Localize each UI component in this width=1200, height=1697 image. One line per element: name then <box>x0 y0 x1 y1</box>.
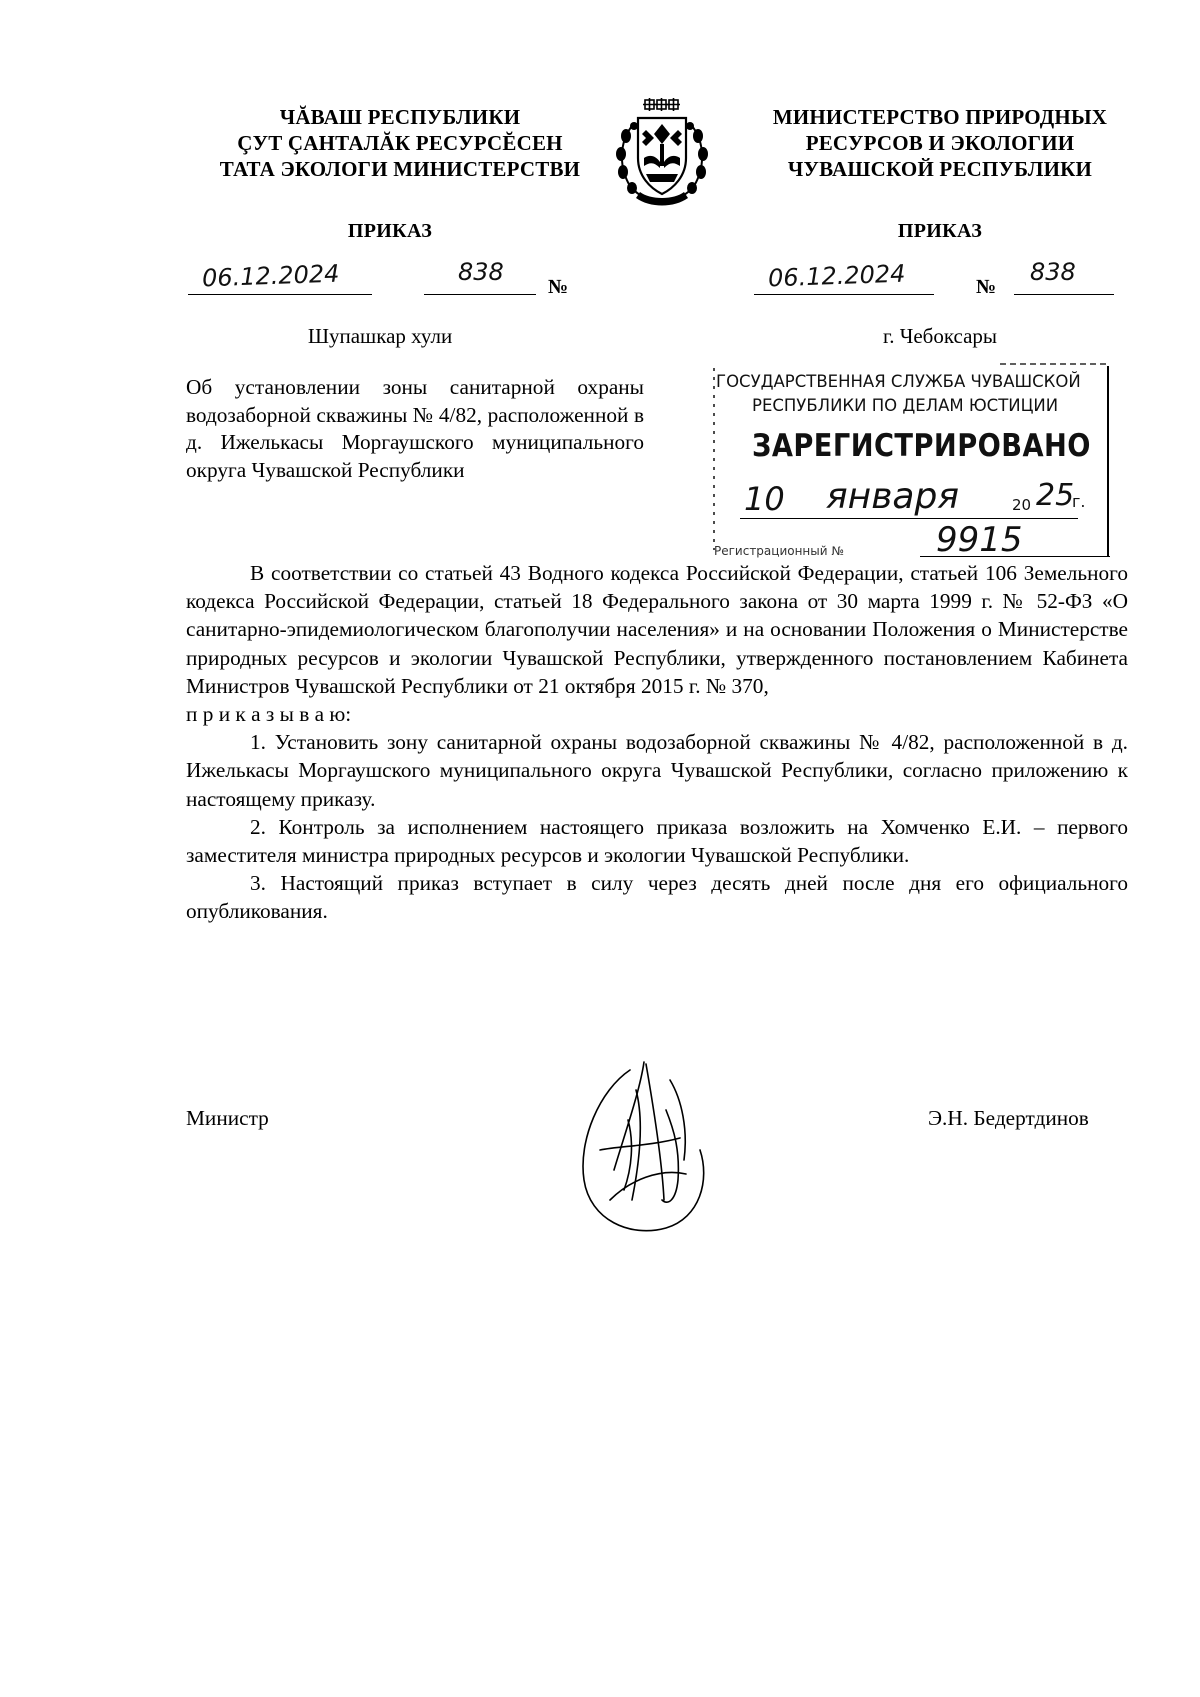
order-item-1: 1. Установить зону санитарной охраны водозаборной скважины № 4/82, расположенной в д. Ижелькасы Моргаушского муниципального округа Чувашской Республики, согласно приложению к настоящему приказу. <box>186 730 1128 811</box>
order-item-3: 3. Настоящий приказ вступает в силу через десять дней после дня его официального опубликования. <box>186 871 1128 924</box>
stamp-reg-label: Регистрационный № <box>714 544 844 558</box>
header-right-line-3: ЧУВАШСКОЙ РЕСПУБЛИКИ <box>787 157 1093 181</box>
stamp-day: 10 <box>744 480 785 518</box>
chuvash-coat-of-arms-icon <box>610 96 714 208</box>
header-left <box>200 104 600 182</box>
number-sign-right: № <box>976 276 997 298</box>
header-left-line-3: ТАТА ЭКОЛОГИ МИНИСТЕРСТВИ <box>219 157 581 181</box>
header-right-line-2: РЕСУРСОВ И ЭКОЛОГИИ <box>805 131 1075 155</box>
city-left: Шупашкар хули <box>307 324 453 348</box>
header-left-line-2: ÇУТ ÇАНТАЛĂК РЕСУРСĔСЕН <box>237 131 563 155</box>
registration-stamp <box>700 360 1120 560</box>
city-right: г. Чебоксары <box>882 324 998 348</box>
order-subject: Об установлении зоны санитарной охраны водозаборной скважины № 4/82, расположенной в д. Ижелькасы Моргаушского муниципального округа Чувашской Республики <box>186 375 644 482</box>
stamp-year-suffix: 25 <box>1036 478 1075 513</box>
stamp-title: ЗАРЕГИСТРИРОВАНО <box>752 428 1091 464</box>
signature-position: Министр <box>186 1106 269 1130</box>
stamp-agency-line-1: ГОСУДАРСТВЕННАЯ СЛУЖБА ЧУВАШСКОЙ <box>716 372 1081 391</box>
order-body <box>186 559 1128 926</box>
date-right: 06.12.2024 <box>767 259 906 293</box>
stamp-year-unit: г. <box>1072 492 1086 511</box>
header-right <box>720 104 1160 182</box>
order-item-2: 2. Контроль за исполнением настоящего приказа возложить на Хомченко Е.И. – первого заместителя министра природных ресурсов и экологии Чувашской Республики. <box>186 814 1128 868</box>
stamp-date-underline <box>740 518 1078 519</box>
header-left-line-1: ЧĂВАШ РЕСПУБЛИКИ <box>279 105 521 129</box>
stamp-year-prefix: 20 <box>1012 496 1032 514</box>
order-word-left: ПРИКАЗ <box>347 220 433 242</box>
stamp-reg-underline <box>920 556 1110 557</box>
header-right-line-1: МИНИСТЕРСТВО ПРИРОДНЫХ <box>772 105 1108 129</box>
signature-name: Э.Н. Бедертдинов <box>928 1106 1089 1130</box>
number-sign-left: № <box>548 276 569 298</box>
date-left: 06.12.2024 <box>201 259 340 293</box>
number-right: 838 <box>1030 258 1076 286</box>
stamp-agency-line-2: РЕСПУБЛИКИ ПО ДЕЛАМ ЮСТИЦИИ <box>752 396 1059 415</box>
order-word-right: ПРИКАЗ <box>897 220 983 242</box>
number-left: 838 <box>458 258 504 286</box>
order-verb: п р и к а з ы в а ю: <box>186 702 352 727</box>
handwritten-signature <box>570 1050 720 1240</box>
stamp-month: января <box>826 476 959 517</box>
preamble: В соответствии со статьей 43 Водного кодекса Российской Федерации, статьей 106 Земельного кодекса Российской Федерации, статьей 18 Федерального закона от 30 марта 1999 г. № 52-ФЗ «О санитарно-эпидемиологическом благополучии населения» и на основании Положения о Министерстве природных ресурсов и экологии Чувашской Республики, утвержденного постановлением Кабинета Министров Чувашской Республики от 21 октября 2015 г. № 370, <box>186 561 1128 698</box>
stamp-reg-number: 9915 <box>936 520 1023 560</box>
